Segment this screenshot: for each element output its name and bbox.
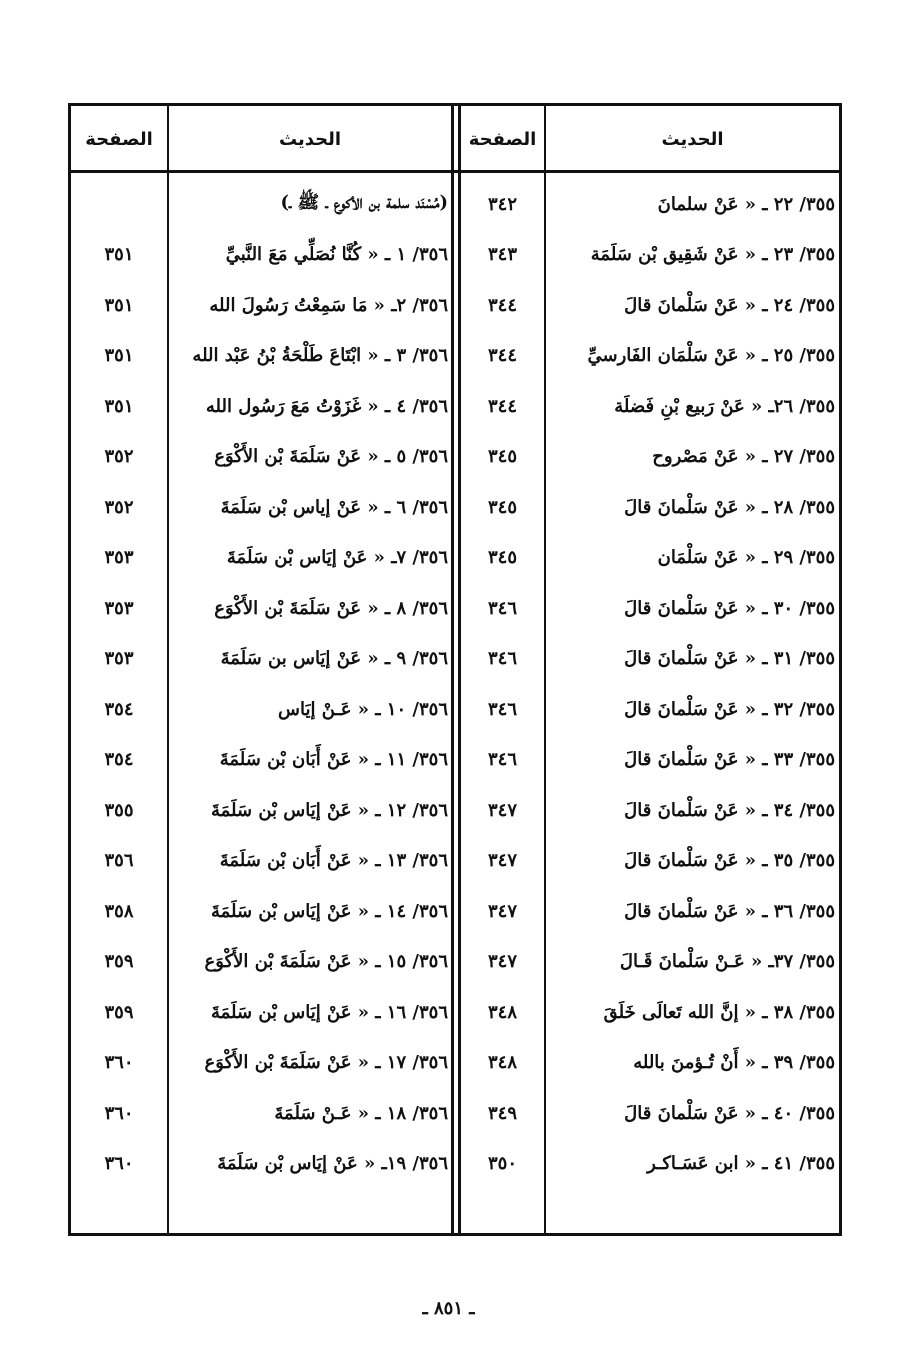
right-row-page: ٣٤٣ <box>488 244 518 265</box>
right-row-page: ٣٤٢ <box>488 193 518 215</box>
right-row-text: ٣٥٥/ ٢٨ ـ « عَنْ سَلْمانَ قالَ <box>624 496 835 518</box>
left-row-text: ٣٥٦/ ٥ ـ « عَنْ سَلَمَةَ بْن الأَكْوَع <box>214 446 448 467</box>
column-divider-right-page <box>544 106 546 1233</box>
right-row-page: ٣٤٩ <box>488 1102 518 1124</box>
right-row-text: ٣٥٥/ ٢٥ ـ « عَنْ سَلْمَان الفَارسيِّ <box>587 345 835 366</box>
index-table <box>68 103 842 1236</box>
right-row-text: ٣٥٥/ ٣٩ ـ « أَنْ تُـؤمنَ بالله <box>633 1052 835 1073</box>
right-row-text: ٣٥٥/ ٢٦ـ « عَنْ رَبيع بْنِ فَضلَة <box>614 395 835 417</box>
column-divider-left-page <box>167 106 169 1233</box>
right-row-page: ٣٤٧ <box>488 799 518 821</box>
right-row-page: ٣٤٦ <box>488 698 518 720</box>
left-row-text: ٣٥٦/ ٧ـ « عَنْ إيَاس بْن سَلَمَةَ <box>226 547 448 568</box>
right-row-text: ٣٥٥/ ٣٤ ـ « عَنْ سَلْمانَ قالَ <box>624 799 835 821</box>
left-row-text: ٣٥٦/ ١٨ ـ « عَـنْ سَلَمَةَ <box>274 1102 448 1124</box>
right-row-text: ٣٥٥/ ٣٠ ـ « عَنْ سَلْمانَ قالَ <box>624 597 835 619</box>
header-right-text: الحديث <box>661 129 724 150</box>
right-row-text: ٣٥٥/ ٤٠ ـ « عَنْ سَلْمانَ قالَ <box>624 1102 835 1124</box>
left-row-text: ٣٥٦/ ١٧ ـ « عَنْ سَلَمَةَ بْن الأَكْوَع <box>204 1052 448 1073</box>
right-row-page: ٣٤٨ <box>488 1052 518 1073</box>
left-row-page: ٣٥٤ <box>104 698 134 720</box>
left-row-page <box>73 184 165 224</box>
left-row-text: ٣٥٦/ ١٦ ـ « عَنْ إيَاس بْن سَلَمَةَ <box>210 1001 448 1023</box>
left-row-page: ٣٥٥ <box>104 799 134 821</box>
left-row-page: ٣٥٢ <box>104 446 134 467</box>
right-row-page: ٣٤٥ <box>488 547 518 568</box>
right-row-page: ٣٤٤ <box>488 345 518 366</box>
left-row-page: ٣٥٤ <box>104 749 134 770</box>
left-row-text: ٣٥٦/ ١ ـ « كُنَّا نُصَلِّي مَعَ النَّبيِّ <box>225 244 448 265</box>
header-left-text: الحديث <box>278 129 342 150</box>
right-row-page: ٣٤٦ <box>488 648 518 669</box>
left-row-text: ٣٥٦/ ١٢ ـ « عَنْ إيَاس بْن سَلَمَةَ <box>210 799 448 821</box>
header-right-page: الصفحة <box>468 129 537 150</box>
right-row-text: ٣٥٥/ ٣٢ ـ « عَنْ سَلْمانَ قالَ <box>624 698 835 720</box>
left-row-text: ٣٥٦/ ١٩ـ « عَنْ إيَاس بْن سَلَمَةَ <box>217 1153 448 1174</box>
right-row-page: ٣٤٧ <box>488 900 518 922</box>
left-row-page: ٣٥٨ <box>104 900 134 922</box>
left-row-page: ٣٥١ <box>104 294 134 316</box>
left-row-page: ٣٥٩ <box>104 1001 134 1023</box>
left-row-text: ٣٥٦/ ٩ ـ « عَنْ إيَاس بن سَلَمَةَ <box>220 648 448 669</box>
left-row-page: ٣٥١ <box>104 395 134 417</box>
left-row-text: ٣٥٦/ ١٣ ـ « عَنْ أَبَان بْن سَلَمَةَ <box>219 850 448 871</box>
right-row-page: ٣٤٧ <box>488 850 518 871</box>
right-row-text: ٣٥٥/ ٣٨ ـ « إنَّ الله تَعالَى خَلَقَ <box>603 1001 835 1023</box>
right-row-text: ٣٥٥/ ٤١ ـ « ابن عَسَـاكـر <box>647 1153 835 1174</box>
right-row-text: ٣٥٥/ ٢٣ ـ « عَنْ شَقِيق بْن سَلَمَة <box>590 244 835 265</box>
left-row-page: ٣٥٩ <box>104 951 134 972</box>
right-row-page: ٣٤٧ <box>488 951 518 972</box>
right-row-text: ٣٥٥/ ٣٧ـ « عَـنْ سَلْمانَ قَـالَ <box>619 951 835 972</box>
right-row-page: ٣٤٨ <box>488 1001 518 1023</box>
left-row-page: ٣٦٠ <box>104 1102 134 1124</box>
section-heading: (مُسْنَد سلمة بن الأكوع ـ ﷺ ـ) <box>280 192 448 213</box>
page-number: ـ ٨٥١ ـ <box>422 1298 475 1319</box>
right-row-text: ٣٥٥/ ٣٥ ـ « عَنْ سَلْمانَ قالَ <box>624 850 835 871</box>
left-row-text: ٣٥٦/ ٨ ـ « عَنْ سَلَمَةَ بْن الأَكْوَع <box>214 597 448 619</box>
left-row-text: ٣٥٦/ ٤ ـ « غَزَوْتُ مَعَ رَسُول الله <box>205 395 448 417</box>
right-row-text: ٣٥٥/ ٣٦ ـ « عَنْ سَلْمانَ قالَ <box>624 900 835 922</box>
left-row-text: ٣٥٦/ ٢ـ « مَا سَمِعْتُ رَسُولَ الله <box>209 294 448 316</box>
header-left-page: الصفحة <box>85 129 153 150</box>
right-row-text: ٣٥٥/ ٢٢ ـ « عَنْ سلمانَ <box>657 193 835 215</box>
right-row-text: ٣٥٥/ ٢٧ ـ « عَنْ مَصْروح <box>652 446 835 467</box>
left-row-text: ٣٥٦/ ١٥ ـ « عَنْ سَلَمَةَ بْن الأَكْوَع <box>204 951 448 972</box>
left-row-page: ٣٦٠ <box>104 1052 134 1073</box>
right-row-text: ٣٥٥/ ٣٣ ـ « عَنْ سَلْمانَ قالَ <box>624 749 835 770</box>
left-row-page: ٣٦٠ <box>104 1153 134 1174</box>
left-row-text: ٣٥٦/ ٦ ـ « عَنْ إياس بْن سَلَمَةَ <box>220 496 448 518</box>
right-row-page: ٣٤٤ <box>488 395 518 417</box>
right-row-text: ٣٥٥/ ٢٩ ـ « عَنْ سَلْمَان <box>657 547 835 568</box>
left-row-text: ٣٥٦/ ١٤ ـ « عَنْ إيَاس بْن سَلَمَةَ <box>210 900 448 922</box>
right-row-text: ٣٥٥/ ٢٤ ـ « عَنْ سَلْمانَ قالَ <box>624 294 835 316</box>
right-row-text: ٣٥٥/ ٣١ ـ « عَنْ سَلْمانَ قالَ <box>624 648 835 669</box>
left-row-text: ٣٥٦/ ١١ ـ « عَنْ أَبَان بْن سَلَمَةَ <box>219 749 448 770</box>
right-row-page: ٣٤٥ <box>488 446 518 467</box>
left-row-page: ٣٥٣ <box>104 547 134 568</box>
left-row-page: ٣٥٣ <box>104 648 134 669</box>
left-row-text: ٣٥٦/ ٣ ـ « ابْتَاعَ طَلْحَةُ بْنُ عَبْد الله <box>192 345 448 366</box>
center-double-rule <box>451 106 461 1233</box>
right-row-page: ٣٤٥ <box>488 496 518 518</box>
right-row-page: ٣٥٠ <box>488 1153 518 1174</box>
left-row-page: ٣٥١ <box>104 244 134 265</box>
left-row-page: ٣٥١ <box>104 345 134 366</box>
right-row-page: ٣٤٦ <box>488 749 518 770</box>
right-row-page: ٣٤٤ <box>488 294 518 316</box>
left-row-page: ٣٥٣ <box>104 597 134 619</box>
left-row-page: ٣٥٦ <box>104 850 134 871</box>
right-row-page: ٣٤٦ <box>488 597 518 619</box>
left-row-page: ٣٥٢ <box>104 496 134 518</box>
left-row-text: ٣٥٦/ ١٠ ـ « عَـنْ إيَاس <box>278 698 448 720</box>
